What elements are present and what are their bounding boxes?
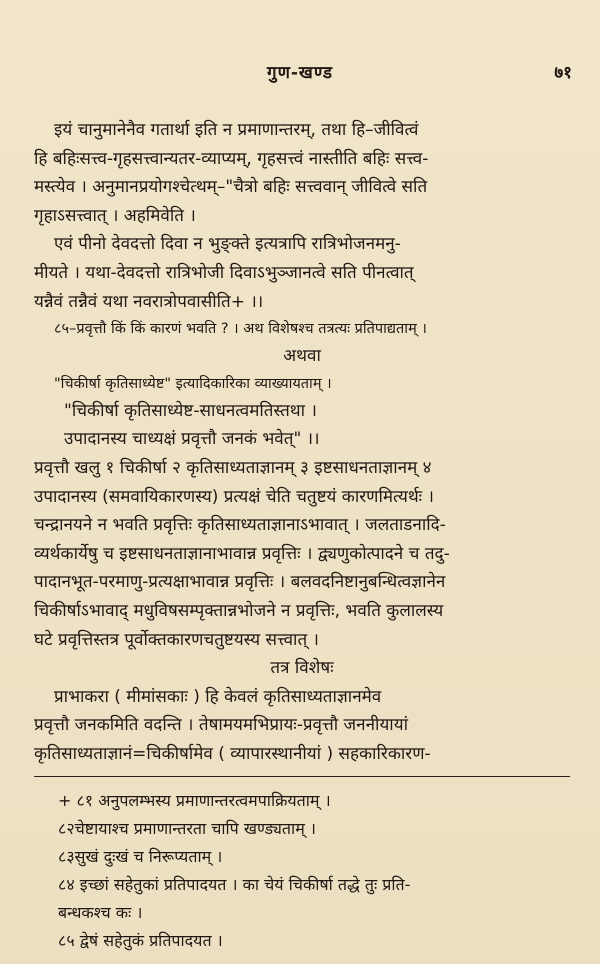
footnotes [34,787,570,955]
main-text [34,116,570,768]
footnote-line: ८३सुखं दुःखं च निरूप्यताम् । [58,847,223,867]
subheading: तत्र विशेषः [270,658,334,679]
footnote-line: ८२चेष्टायाश्च प्रमाणान्तरता चापि खण्ड्यताम् । [58,819,316,839]
text-line: मीयते । यथा-देवदत्तो रात्रिभोजी दिवाऽभुञ्जानत्वे सति पीनत्वात् [34,262,414,283]
text-line: उपादानस्य (समवायिकारणस्य) प्रत्यक्षं चेति चतुष्टयं कारणमित्यर्थः । [34,486,434,507]
question-line: ८५–प्रवृत्तौ किं किं कारणं भवति ? । अथ विशेषश्च तत्रत्यः प्रतिपाद्यताम् । [54,321,427,338]
footnote-line: ८४ इच्छां सहेतुकां प्रतिपादयत । का चेयं चिकीर्षा तद्धे तुः प्रति- [58,875,411,895]
running-title: गुण-खण्ड [267,63,333,83]
text-line: प्रवृत्तौ जनकमिति वदन्ति । तेषामयमभिप्रायः-प्रवृत्तौ जननीयायां [34,715,408,736]
text-line: प्राभाकरा ( मीमांसकाः ) हि केवलं कृतिसाध्यताज्ञानमेव [54,686,382,707]
page-number: ७१ [554,63,572,83]
footnote-line: ८५ द्वेषं सहेतुकं प्रतिपादयत । [58,931,223,951]
text-line: इयं चानुमानेनैव गतार्था इति न प्रमाणान्तरम्, तथा हि–जीवित्वं [54,120,419,140]
footnote-divider [34,776,570,777]
text-line: एवं पीनो देवदत्तो दिवा न भुङ्क्ते इत्यत्रापि रात्रिभोजनमनु- [54,234,401,255]
text-line: गृहाऽसत्त्वात् । अहमिवेति । [34,205,196,226]
text-line: कृतिसाध्यताज्ञानं=चिकीर्षामेव ( व्यापारस्थानीयां ) सहकारिकारण- [34,743,431,764]
text-line: मस्त्येव । अनुमानप्रयोगश्चेत्थम्–"चैत्रो बहिः सत्त्ववान् जीवित्वे सति [34,177,428,198]
footnote-line: बन्धकश्च कः । [58,903,143,923]
section-divider-text: अथवा [283,346,321,367]
verse-line: उपादानस्य चाध्यक्षं प्रवृत्तौ जनकं भवेत्" ।। [64,429,320,450]
text-line: प्रवृत्तौ खलु १ चिकीर्षा २ कृतिसाध्यताज्ञानम् ३ इष्टसाधनताज्ञानम् ४ [34,457,432,478]
text-line: पादानभूत-परमाणु-प्रत्यक्षाभावान्न प्रवृत्तिः । बलवदनिष्टानुबन्धित्वज्ञानेन [34,572,446,593]
text-line: व्यर्थकार्येषु च इष्टसाधनताज्ञानाभावान्न प्रवृत्तिः । द्व्यणुकोत्पादने च तदु- [34,543,450,564]
text-line: चन्द्रानयने न भवति प्रवृत्तिः कृतिसाध्यताज्ञानाऽभावात् । जलताडनादि- [34,515,446,536]
verse-line: "चिकीर्षा कृतिसाध्येष्ट-साधनत्वमतिस्तथा । [64,400,317,421]
text-line: यन्नैवं तन्नैवं यथा नवरात्रोपवासीति+ ।। [34,291,264,312]
text-line: घटे प्रवृत्तिस्तत्र पूर्वोक्तकारणचतुष्टयस्य सत्त्वात् । [34,629,319,650]
question-line: "चिकीर्षा कृतिसाध्येष्ट" इत्यादिकारिका व्याख्यायताम् । [54,375,332,392]
text-line: चिकीर्षाऽभावाद् मधुविषसम्पृक्तान्नभोजने न प्रवृत्तिः, भवति कुलालस्य [34,600,444,621]
text-line: हि बहिःसत्त्व-गृहसत्त्वान्यतर-व्याप्यम्, गृहसत्त्वं नास्तीति बहिः सत्त्व- [34,148,429,169]
footnote-line: + ८१ अनुपलम्भस्य प्रमाणान्तरत्वमपाक्रियताम् । [58,791,331,811]
page-header [0,60,600,90]
